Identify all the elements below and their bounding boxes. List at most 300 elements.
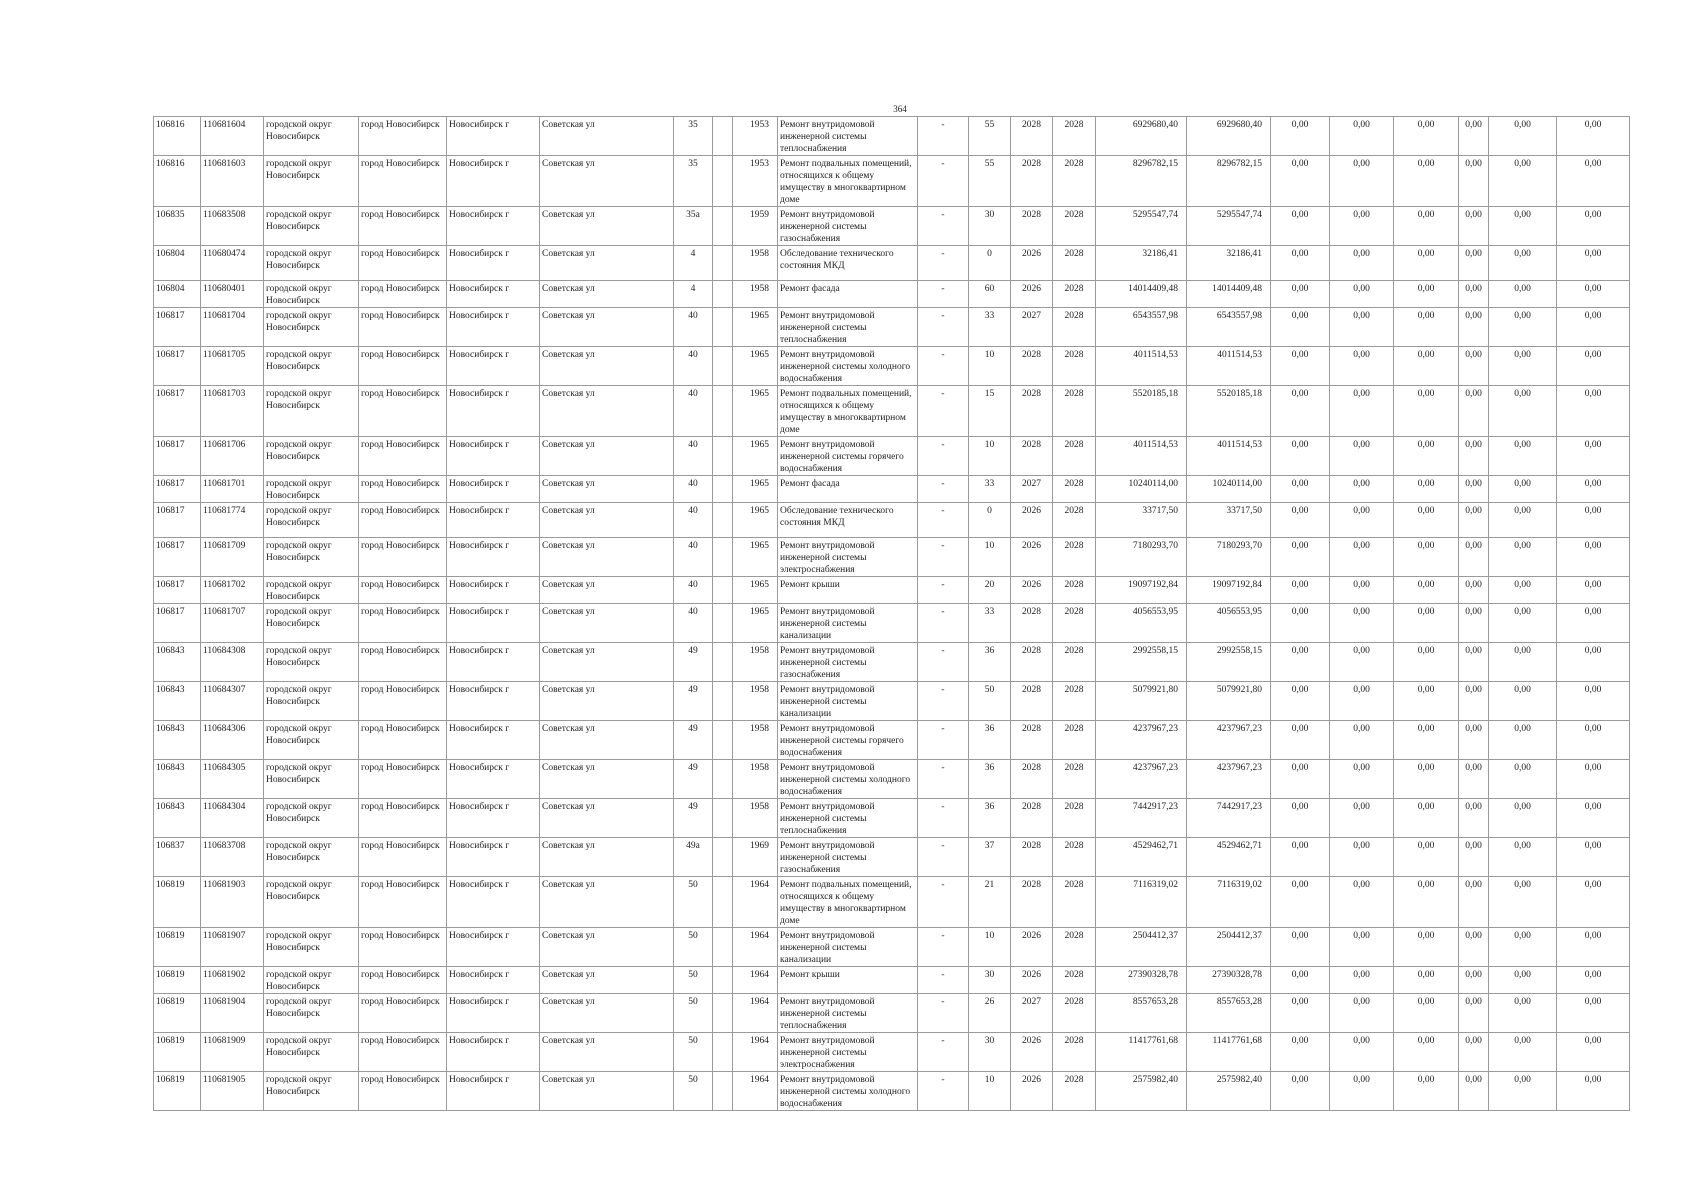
cell-corpus <box>713 1072 733 1111</box>
cell-locality: Новосибирск г <box>447 538 540 577</box>
cell-fund-4: 0,00 <box>1459 994 1489 1033</box>
cell-year-start: 2027 <box>1011 308 1053 347</box>
cell-code: 106843 <box>154 760 201 799</box>
cell-fund-3: 0,00 <box>1394 967 1459 994</box>
cell-street: Советская ул <box>540 967 674 994</box>
cell-cost: 19097192,84 <box>1096 577 1187 604</box>
cell-year-start: 2028 <box>1011 156 1053 207</box>
cell-fund-2: 0,00 <box>1330 386 1394 437</box>
cell-year-end: 2028 <box>1053 347 1096 386</box>
cell-locality: Новосибирск г <box>447 207 540 246</box>
cell-fund-6: 0,00 <box>1557 994 1630 1033</box>
cell-cost: 8557653,28 <box>1096 994 1187 1033</box>
cell-fund-6: 0,00 <box>1557 643 1630 682</box>
cell-fund-5: 0,00 <box>1489 538 1557 577</box>
cell-corpus <box>713 347 733 386</box>
cell-cost: 4237967,23 <box>1096 721 1187 760</box>
cell-fund-4: 0,00 <box>1459 799 1489 838</box>
cell-street: Советская ул <box>540 682 674 721</box>
cell-house: 49а <box>674 838 713 877</box>
table-row <box>154 347 1630 386</box>
cell-fund-5: 0,00 <box>1489 577 1557 604</box>
cell-cost: 2575982,40 <box>1096 1072 1187 1111</box>
cell-okrug: городской округ Новосибирск <box>264 437 359 476</box>
cell-fund-2: 0,00 <box>1330 682 1394 721</box>
cell-fund-3: 0,00 <box>1394 386 1459 437</box>
cell-corpus <box>713 538 733 577</box>
cell-fund-6: 0,00 <box>1557 877 1630 928</box>
cell-year: 1964 <box>733 994 778 1033</box>
cell-wear: 55 <box>969 117 1011 156</box>
cell-fund-2: 0,00 <box>1330 1033 1394 1072</box>
cell-wear: 26 <box>969 994 1011 1033</box>
table-row <box>154 437 1630 476</box>
table-row <box>154 281 1630 308</box>
cell-fund-2: 0,00 <box>1330 437 1394 476</box>
cell-year-end: 2028 <box>1053 437 1096 476</box>
cell-okrug: городской округ Новосибирск <box>264 643 359 682</box>
cell-wear: 10 <box>969 928 1011 967</box>
cell-fund-3: 0,00 <box>1394 156 1459 207</box>
cell-okrug: городской округ Новосибирск <box>264 877 359 928</box>
cell-fund-1: 0,00 <box>1271 347 1330 386</box>
cell-year-start: 2026 <box>1011 538 1053 577</box>
cell-fund-3: 0,00 <box>1394 682 1459 721</box>
cell-fund-3: 0,00 <box>1394 838 1459 877</box>
cell-year: 1964 <box>733 928 778 967</box>
cell-fund-4: 0,00 <box>1459 604 1489 643</box>
cell-year-start: 2027 <box>1011 476 1053 503</box>
cell-fund-6: 0,00 <box>1557 967 1630 994</box>
cell-year: 1959 <box>733 207 778 246</box>
cell-id: 110681705 <box>201 347 264 386</box>
cell-code: 106817 <box>154 437 201 476</box>
cell-id: 110683708 <box>201 838 264 877</box>
cell-street: Советская ул <box>540 281 674 308</box>
cell-year: 1969 <box>733 838 778 877</box>
cell-fund-6: 0,00 <box>1557 386 1630 437</box>
cell-fund-3: 0,00 <box>1394 117 1459 156</box>
cell-year-start: 2026 <box>1011 967 1053 994</box>
cell-fund-6: 0,00 <box>1557 682 1630 721</box>
cell-cost: 7442917,23 <box>1096 799 1187 838</box>
cell-total: 7116319,02 <box>1187 877 1271 928</box>
cell-fund-6: 0,00 <box>1557 577 1630 604</box>
cell-fund-5: 0,00 <box>1489 799 1557 838</box>
cell-dash: - <box>918 967 969 994</box>
cell-total: 5079921,80 <box>1187 682 1271 721</box>
cell-year-end: 2028 <box>1053 207 1096 246</box>
cell-fund-1: 0,00 <box>1271 967 1330 994</box>
cell-locality: Новосибирск г <box>447 503 540 538</box>
cell-dash: - <box>918 799 969 838</box>
cell-fund-5: 0,00 <box>1489 838 1557 877</box>
cell-city: город Новосибирск <box>359 682 447 721</box>
cell-id: 110684305 <box>201 760 264 799</box>
cell-house: 40 <box>674 437 713 476</box>
cell-street: Советская ул <box>540 538 674 577</box>
cell-street: Советская ул <box>540 928 674 967</box>
cell-street: Советская ул <box>540 721 674 760</box>
cell-fund-1: 0,00 <box>1271 1033 1330 1072</box>
cell-okrug: городской округ Новосибирск <box>264 308 359 347</box>
cell-fund-6: 0,00 <box>1557 347 1630 386</box>
cell-wear: 10 <box>969 437 1011 476</box>
cell-year-start: 2028 <box>1011 643 1053 682</box>
cell-fund-4: 0,00 <box>1459 577 1489 604</box>
cell-fund-5: 0,00 <box>1489 721 1557 760</box>
cell-fund-4: 0,00 <box>1459 538 1489 577</box>
page-number: 364 <box>893 104 907 114</box>
cell-fund-3: 0,00 <box>1394 347 1459 386</box>
cell-fund-1: 0,00 <box>1271 760 1330 799</box>
cell-okrug: городской округ Новосибирск <box>264 1033 359 1072</box>
cell-city: город Новосибирск <box>359 577 447 604</box>
cell-corpus <box>713 308 733 347</box>
cell-year-end: 2028 <box>1053 643 1096 682</box>
cell-work-type: Ремонт подвальных помещений, относящихся к общему имуществу в многоквартирном доме <box>778 877 918 928</box>
cell-year: 1965 <box>733 347 778 386</box>
cell-fund-5: 0,00 <box>1489 207 1557 246</box>
cell-total: 10240114,00 <box>1187 476 1271 503</box>
cell-locality: Новосибирск г <box>447 643 540 682</box>
cell-cost: 6929680,40 <box>1096 117 1187 156</box>
cell-work-type: Ремонт внутридомовой инженерной системы электроснабжения <box>778 1033 918 1072</box>
cell-fund-2: 0,00 <box>1330 838 1394 877</box>
cell-fund-5: 0,00 <box>1489 967 1557 994</box>
cell-corpus <box>713 967 733 994</box>
cell-year: 1964 <box>733 1072 778 1111</box>
cell-locality: Новосибирск г <box>447 799 540 838</box>
cell-code: 106835 <box>154 207 201 246</box>
cell-code: 106816 <box>154 117 201 156</box>
cell-cost: 4056553,95 <box>1096 604 1187 643</box>
cell-fund-3: 0,00 <box>1394 1072 1459 1111</box>
cell-cost: 10240114,00 <box>1096 476 1187 503</box>
cell-dash: - <box>918 308 969 347</box>
cell-id: 110680401 <box>201 281 264 308</box>
cell-id: 110681706 <box>201 437 264 476</box>
cell-fund-6: 0,00 <box>1557 1072 1630 1111</box>
cell-locality: Новосибирск г <box>447 437 540 476</box>
cell-city: город Новосибирск <box>359 604 447 643</box>
cell-locality: Новосибирск г <box>447 246 540 281</box>
cell-locality: Новосибирск г <box>447 967 540 994</box>
cell-okrug: городской округ Новосибирск <box>264 1072 359 1111</box>
cell-fund-2: 0,00 <box>1330 643 1394 682</box>
cell-okrug: городской округ Новосибирск <box>264 682 359 721</box>
cell-fund-2: 0,00 <box>1330 967 1394 994</box>
cell-wear: 37 <box>969 838 1011 877</box>
cell-street: Советская ул <box>540 1033 674 1072</box>
cell-fund-6: 0,00 <box>1557 838 1630 877</box>
cell-fund-3: 0,00 <box>1394 538 1459 577</box>
cell-house: 49 <box>674 760 713 799</box>
cell-total: 4237967,23 <box>1187 760 1271 799</box>
cell-fund-1: 0,00 <box>1271 577 1330 604</box>
cell-street: Советская ул <box>540 437 674 476</box>
cell-house: 35 <box>674 156 713 207</box>
cell-year-end: 2028 <box>1053 1033 1096 1072</box>
cell-total: 8557653,28 <box>1187 994 1271 1033</box>
cell-cost: 4529462,71 <box>1096 838 1187 877</box>
cell-fund-3: 0,00 <box>1394 207 1459 246</box>
cell-year-end: 2028 <box>1053 503 1096 538</box>
cell-cost: 32186,41 <box>1096 246 1187 281</box>
cell-wear: 36 <box>969 721 1011 760</box>
cell-fund-1: 0,00 <box>1271 246 1330 281</box>
table-row <box>154 838 1630 877</box>
cell-fund-4: 0,00 <box>1459 928 1489 967</box>
cell-code: 106819 <box>154 928 201 967</box>
cell-work-type: Ремонт внутридомовой инженерной системы горячего водоснабжения <box>778 721 918 760</box>
cell-house: 40 <box>674 347 713 386</box>
cell-okrug: городской округ Новосибирск <box>264 928 359 967</box>
cell-code: 106819 <box>154 1072 201 1111</box>
cell-house: 40 <box>674 577 713 604</box>
cell-code: 106817 <box>154 386 201 437</box>
cell-corpus <box>713 994 733 1033</box>
cell-id: 110681709 <box>201 538 264 577</box>
cell-fund-1: 0,00 <box>1271 476 1330 503</box>
cell-fund-3: 0,00 <box>1394 577 1459 604</box>
cell-city: город Новосибирск <box>359 386 447 437</box>
cell-okrug: городской округ Новосибирск <box>264 604 359 643</box>
cell-dash: - <box>918 347 969 386</box>
cell-city: город Новосибирск <box>359 928 447 967</box>
cell-dash: - <box>918 604 969 643</box>
cell-total: 4056553,95 <box>1187 604 1271 643</box>
cell-total: 4529462,71 <box>1187 838 1271 877</box>
cell-code: 106819 <box>154 994 201 1033</box>
cell-house: 40 <box>674 503 713 538</box>
cell-total: 2992558,15 <box>1187 643 1271 682</box>
cell-fund-5: 0,00 <box>1489 281 1557 308</box>
cell-street: Советская ул <box>540 643 674 682</box>
cell-house: 40 <box>674 308 713 347</box>
cell-street: Советская ул <box>540 877 674 928</box>
cell-code: 106837 <box>154 838 201 877</box>
cell-dash: - <box>918 503 969 538</box>
cell-dash: - <box>918 682 969 721</box>
cell-okrug: городской округ Новосибирск <box>264 281 359 308</box>
cell-year-end: 2028 <box>1053 476 1096 503</box>
cell-fund-2: 0,00 <box>1330 760 1394 799</box>
cell-street: Советская ул <box>540 503 674 538</box>
cell-locality: Новосибирск г <box>447 347 540 386</box>
cell-locality: Новосибирск г <box>447 838 540 877</box>
cell-city: город Новосибирск <box>359 1033 447 1072</box>
cell-dash: - <box>918 156 969 207</box>
cell-fund-5: 0,00 <box>1489 1033 1557 1072</box>
cell-fund-2: 0,00 <box>1330 799 1394 838</box>
cell-street: Советская ул <box>540 246 674 281</box>
cell-dash: - <box>918 994 969 1033</box>
cell-fund-6: 0,00 <box>1557 476 1630 503</box>
cell-fund-3: 0,00 <box>1394 994 1459 1033</box>
cell-city: город Новосибирск <box>359 721 447 760</box>
cell-fund-5: 0,00 <box>1489 308 1557 347</box>
cell-corpus <box>713 799 733 838</box>
cell-fund-2: 0,00 <box>1330 156 1394 207</box>
cell-year-start: 2028 <box>1011 721 1053 760</box>
cell-fund-4: 0,00 <box>1459 877 1489 928</box>
cell-year: 1965 <box>733 437 778 476</box>
cell-fund-4: 0,00 <box>1459 643 1489 682</box>
cell-fund-3: 0,00 <box>1394 721 1459 760</box>
cell-fund-2: 0,00 <box>1330 281 1394 308</box>
cell-fund-6: 0,00 <box>1557 721 1630 760</box>
cell-okrug: городской округ Новосибирск <box>264 538 359 577</box>
cell-total: 2504412,37 <box>1187 928 1271 967</box>
cell-street: Советская ул <box>540 1072 674 1111</box>
cell-fund-3: 0,00 <box>1394 308 1459 347</box>
cell-work-type: Ремонт внутридомовой инженерной системы электроснабжения <box>778 538 918 577</box>
cell-city: город Новосибирск <box>359 156 447 207</box>
cell-work-type: Ремонт фасада <box>778 281 918 308</box>
cell-wear: 0 <box>969 503 1011 538</box>
cell-fund-6: 0,00 <box>1557 538 1630 577</box>
cell-year-end: 2028 <box>1053 967 1096 994</box>
cell-street: Советская ул <box>540 577 674 604</box>
cell-fund-1: 0,00 <box>1271 538 1330 577</box>
cell-dash: - <box>918 838 969 877</box>
cell-fund-5: 0,00 <box>1489 760 1557 799</box>
cell-work-type: Ремонт внутридомовой инженерной системы теплоснабжения <box>778 117 918 156</box>
cell-fund-6: 0,00 <box>1557 604 1630 643</box>
cell-year: 1958 <box>733 799 778 838</box>
cell-id: 110681603 <box>201 156 264 207</box>
cell-city: город Новосибирск <box>359 877 447 928</box>
cell-code: 106817 <box>154 604 201 643</box>
cell-locality: Новосибирск г <box>447 760 540 799</box>
cell-locality: Новосибирск г <box>447 386 540 437</box>
cell-code: 106843 <box>154 643 201 682</box>
cell-street: Советская ул <box>540 207 674 246</box>
repair-schedule-table <box>153 116 1630 1111</box>
cell-fund-1: 0,00 <box>1271 281 1330 308</box>
cell-year-end: 2028 <box>1053 838 1096 877</box>
cell-corpus <box>713 682 733 721</box>
cell-year: 1964 <box>733 967 778 994</box>
cell-work-type: Обследование технического состояния МКД <box>778 503 918 538</box>
cell-year-start: 2026 <box>1011 928 1053 967</box>
cell-fund-1: 0,00 <box>1271 877 1330 928</box>
cell-fund-2: 0,00 <box>1330 1072 1394 1111</box>
cell-fund-5: 0,00 <box>1489 682 1557 721</box>
cell-cost: 6543557,98 <box>1096 308 1187 347</box>
cell-house: 50 <box>674 1033 713 1072</box>
cell-wear: 36 <box>969 643 1011 682</box>
cell-dash: - <box>918 538 969 577</box>
cell-okrug: городской округ Новосибирск <box>264 838 359 877</box>
cell-total: 14014409,48 <box>1187 281 1271 308</box>
cell-work-type: Ремонт внутридомовой инженерной системы канализации <box>778 604 918 643</box>
cell-year-end: 2028 <box>1053 117 1096 156</box>
cell-fund-2: 0,00 <box>1330 503 1394 538</box>
cell-house: 4 <box>674 281 713 308</box>
cell-city: город Новосибирск <box>359 347 447 386</box>
cell-fund-4: 0,00 <box>1459 721 1489 760</box>
cell-total: 5295547,74 <box>1187 207 1271 246</box>
cell-fund-1: 0,00 <box>1271 799 1330 838</box>
cell-fund-1: 0,00 <box>1271 682 1330 721</box>
cell-fund-2: 0,00 <box>1330 604 1394 643</box>
cell-cost: 2992558,15 <box>1096 643 1187 682</box>
cell-city: город Новосибирск <box>359 246 447 281</box>
cell-street: Советская ул <box>540 760 674 799</box>
cell-fund-5: 0,00 <box>1489 994 1557 1033</box>
cell-okrug: городской округ Новосибирск <box>264 347 359 386</box>
cell-fund-6: 0,00 <box>1557 246 1630 281</box>
cell-work-type: Ремонт внутридомовой инженерной системы теплоснабжения <box>778 308 918 347</box>
cell-house: 40 <box>674 604 713 643</box>
cell-fund-1: 0,00 <box>1271 156 1330 207</box>
cell-dash: - <box>918 281 969 308</box>
cell-fund-2: 0,00 <box>1330 577 1394 604</box>
cell-year: 1958 <box>733 281 778 308</box>
cell-corpus <box>713 877 733 928</box>
cell-fund-1: 0,00 <box>1271 207 1330 246</box>
cell-code: 106817 <box>154 347 201 386</box>
cell-year-end: 2028 <box>1053 994 1096 1033</box>
cell-corpus <box>713 503 733 538</box>
cell-street: Советская ул <box>540 347 674 386</box>
cell-dash: - <box>918 577 969 604</box>
cell-corpus <box>713 281 733 308</box>
cell-id: 110681902 <box>201 967 264 994</box>
cell-fund-4: 0,00 <box>1459 476 1489 503</box>
cell-street: Советская ул <box>540 838 674 877</box>
cell-okrug: городской округ Новосибирск <box>264 577 359 604</box>
cell-fund-3: 0,00 <box>1394 246 1459 281</box>
table-row <box>154 643 1630 682</box>
cell-fund-2: 0,00 <box>1330 721 1394 760</box>
cell-wear: 30 <box>969 1033 1011 1072</box>
cell-cost: 4011514,53 <box>1096 437 1187 476</box>
cell-id: 110680474 <box>201 246 264 281</box>
cell-year-end: 2028 <box>1053 156 1096 207</box>
cell-wear: 33 <box>969 308 1011 347</box>
cell-year: 1964 <box>733 877 778 928</box>
cell-city: город Новосибирск <box>359 503 447 538</box>
cell-okrug: городской округ Новосибирск <box>264 799 359 838</box>
cell-fund-4: 0,00 <box>1459 437 1489 476</box>
cell-house: 50 <box>674 928 713 967</box>
cell-code: 106817 <box>154 503 201 538</box>
cell-cost: 7180293,70 <box>1096 538 1187 577</box>
cell-fund-3: 0,00 <box>1394 604 1459 643</box>
cell-fund-1: 0,00 <box>1271 838 1330 877</box>
cell-id: 110684308 <box>201 643 264 682</box>
cell-fund-4: 0,00 <box>1459 503 1489 538</box>
cell-fund-5: 0,00 <box>1489 347 1557 386</box>
cell-locality: Новосибирск г <box>447 994 540 1033</box>
cell-year-end: 2028 <box>1053 760 1096 799</box>
cell-locality: Новосибирск г <box>447 682 540 721</box>
cell-fund-2: 0,00 <box>1330 994 1394 1033</box>
cell-wear: 30 <box>969 967 1011 994</box>
cell-wear: 33 <box>969 476 1011 503</box>
cell-house: 50 <box>674 967 713 994</box>
cell-work-type: Ремонт крыши <box>778 577 918 604</box>
cell-dash: - <box>918 476 969 503</box>
table-row <box>154 117 1630 156</box>
cell-cost: 8296782,15 <box>1096 156 1187 207</box>
cell-work-type: Ремонт внутридомовой инженерной системы горячего водоснабжения <box>778 437 918 476</box>
cell-year-start: 2026 <box>1011 1072 1053 1111</box>
cell-wear: 30 <box>969 207 1011 246</box>
